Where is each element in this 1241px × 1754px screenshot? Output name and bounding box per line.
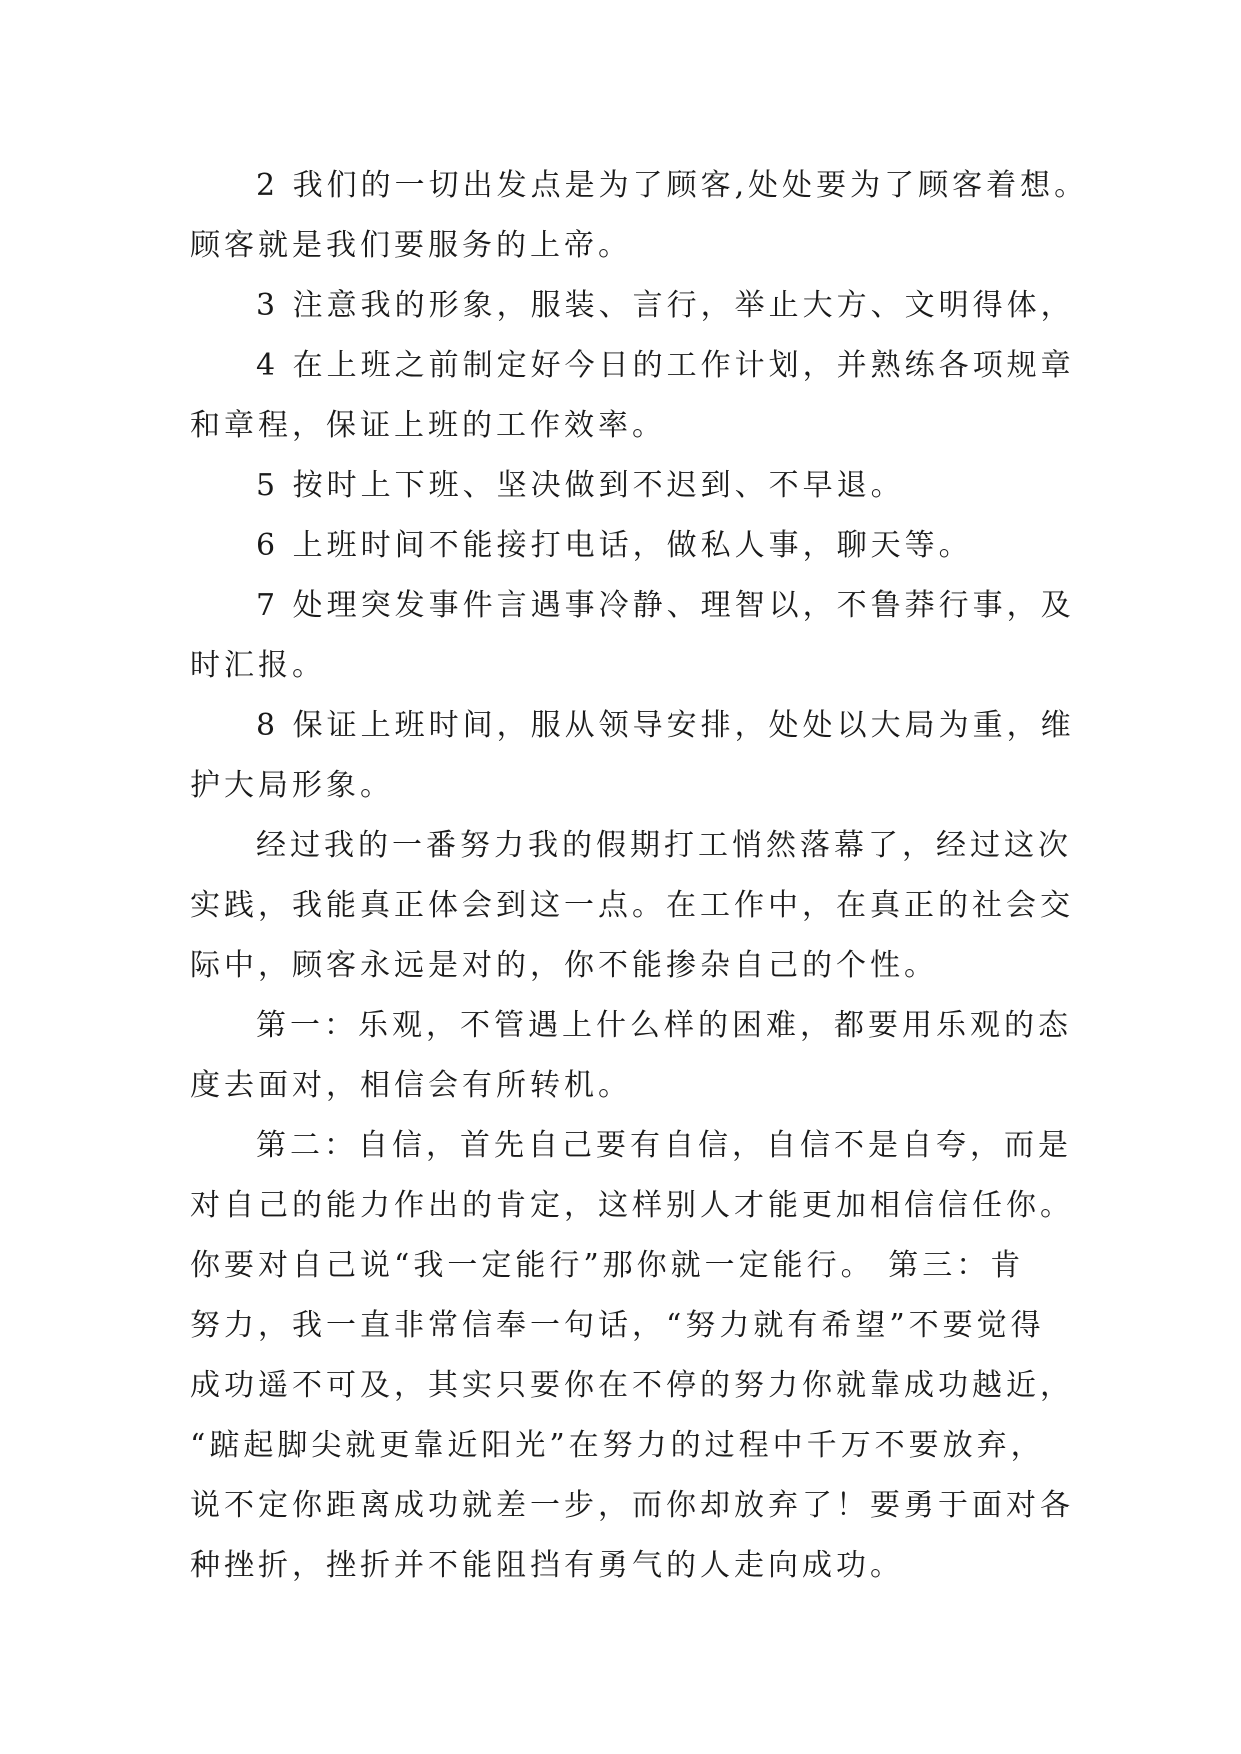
text-line: 和章程，保证上班的工作效率。 (190, 408, 666, 443)
text-line: 护大局形象。 (190, 768, 394, 803)
text-line: 说不定你距离成功就差一步，而你却放弃了！要勇于面对各 (190, 1488, 1074, 1523)
text-line: 时汇报。 (190, 648, 326, 683)
text-line: 成功遥不可及，其实只要你在不停的努力你就靠成功越近， (190, 1368, 1074, 1403)
text-line: 第一：乐观，不管遇上什么样的困难，都要用乐观的态 (256, 1008, 1072, 1043)
text-line: 经过我的一番努力我的假期打工悄然落幕了，经过这次 (256, 828, 1072, 863)
text-line: 实践，我能真正体会到这一点。在工作中，在真正的社会交 (190, 888, 1074, 923)
text-line: 3 注意我的形象，服装、言行，举止大方、文明得体， (256, 288, 1075, 323)
text-line: 顾客就是我们要服务的上帝。 (190, 228, 632, 263)
text-line: 你要对自己说“我一定能行”那你就一定能行。 第三：肯 (190, 1248, 1025, 1283)
text-line: 度去面对，相信会有所转机。 (190, 1068, 632, 1103)
text-line: “踮起脚尖就更靠近阳光”在努力的过程中千万不要放弃， (190, 1428, 1045, 1463)
text-line: 对自己的能力作出的肯定，这样别人才能更加相信信任你。 (190, 1188, 1074, 1223)
text-line: 7 处理突发事件言遇事冷静、理智以，不鲁莽行事，及 (256, 588, 1075, 623)
text-line: 努力，我一直非常信奉一句话，“努力就有希望”不要觉得 (190, 1308, 1045, 1343)
text-line: 4 在上班之前制定好今日的工作计划，并熟练各项规章 (256, 348, 1075, 383)
text-line: 际中，顾客永远是对的，你不能掺杂自己的个性。 (190, 948, 938, 983)
text-line: 2 我们的一切出发点是为了顾客,处处要为了顾客着想。 (256, 168, 1089, 203)
text-line: 6 上班时间不能接打电话，做私人事，聊天等。 (256, 528, 973, 563)
document-body (190, 156, 1090, 1596)
text-line: 第二：自信，首先自己要有自信，自信不是自夸，而是 (256, 1128, 1072, 1163)
text-line: 8 保证上班时间，服从领导安排，处处以大局为重，维 (256, 708, 1075, 743)
text-line: 种挫折，挫折并不能阻挡有勇气的人走向成功。 (190, 1548, 904, 1583)
text-line: 5 按时上下班、坚决做到不迟到、不早退。 (256, 468, 905, 503)
